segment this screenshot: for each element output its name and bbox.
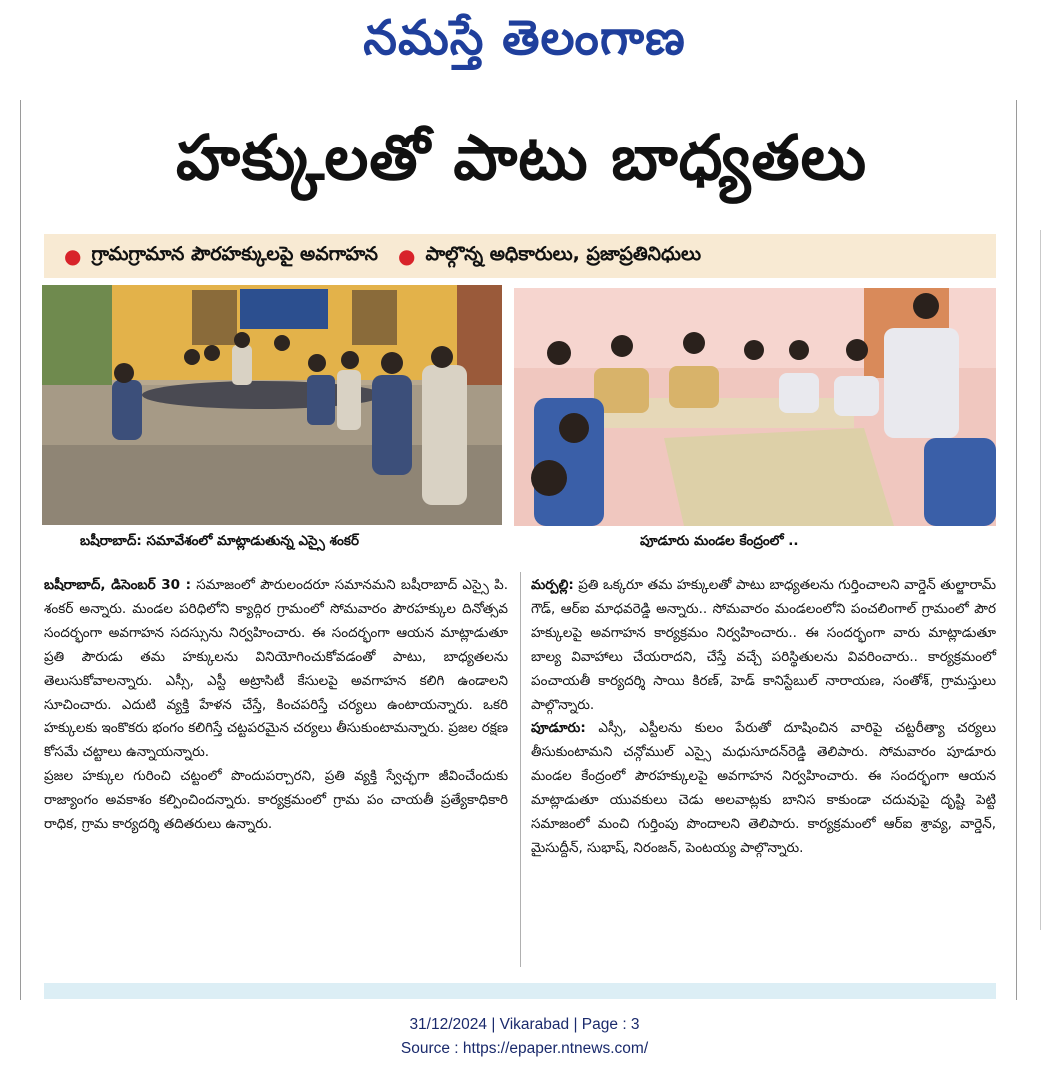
paragraph-text: ఎస్సీ, ఎస్టీలను కులం పేరుతో దూషించిన వారిపై చట్టరీత్యా చర్యలు తీసుకుంటామని చన్గోముల్ ఎస్సై మధుసూదన్‌రెడ్డి తెలిపారు. సోమవారం పూడూరు మండల కేంద్రంలో పౌరహక్కులపై అవగాహన నిర్వహించారు. ఈ సందర్భంగా ఆయన మాట్లాడుతూ యువకులు చెడు అలవాట్లకు బానిస కాకుండా చదువుపై దృష్టి పెట్టి సమాజంలో మంచి గుర్తింపు పొందాలని తెలిపారు. కార్యక్రమంలో ఆర్ఐ శ్రావ్య, వార్డెన్, మైసుద్దీన్, సుభాష్, నిరంజన్, పెంటయ్య పాల్గొన్నారు. [531,720,996,856]
bullet-icon: ● [64,244,82,268]
caption-right-photo: పూడూరు మండల కేంద్రంలో .. [640,533,799,549]
edition-info: 31/12/2024 | Vikarabad | Page : 3 [409,1016,640,1033]
left-border-rule [20,100,21,1000]
caption-left-photo: బషీరాబాద్: సమావేశంలో మాట్లాడుతున్న ఎస్సై శంకర్ [80,533,359,549]
bullet-icon: ● [398,244,416,268]
source-url[interactable]: Source : https://epaper.ntnews.com/ [400,1040,649,1057]
article-right-column [531,574,996,861]
paragraph-text: సమాజంలో పౌరులందరూ సమానమని బషీరాబాద్ ఎస్సై పి. శంకర్ అన్నారు. మండల పరిధిలోని క్యాద్గిర గ్రామంలో సోమవారం పౌరహక్కుల దినోత్సవ సందర్భంగా అవగాహన సదస్సును నిర్వహించారు. ఈ సందర్భంగా ఆయన మాట్లాడుతూ ప్రతి పౌరుడు తమ హక్కులను వినియోగించుకోవడంతో పాటు, బాధ్యతలను తెలుసుకోవాలన్నారు. ఎస్సీ, ఎస్టీ అట్రాసిటీ కేసులపై అవగాహన కలిగి ఉండాలని సూచించారు. ఎదుటి వ్యక్తి హేళన చేస్తే, కించపరిస్తే చర్యలు ఉంటాయన్నారు. ఒకరి హక్కులకు ఇంకొకరు భంగం కలిగిస్తే చట్టపరమైన చర్యలు తీసుకుంటామన్నారు. ప్రజల రక్షణ కోసమే చట్టాలు ఉన్నాయన్నారు. [44,577,508,761]
article-headline: హక్కులతో పాటు బాధ్యతలు [175,121,868,194]
paragraph-bashirabad [44,574,508,765]
subheading-band [44,234,996,278]
dateline-marpalli: మర్పల్లి: [531,577,574,593]
dateline-pudur: పూడూరు: [531,720,586,737]
next-article-band [44,983,996,999]
photo-bashirabad-meeting [42,285,502,525]
article-left-column [44,574,508,837]
right-edge-rule [1040,230,1041,930]
paragraph-pudur [531,717,996,860]
paragraph-rights: ప్రజల హక్కుల గురించి చట్టంలో పొందుపర్చారని, ప్రతి వ్యక్తి స్వేచ్ఛగా జీవించేందుకు రాజ్యాంగం అవకాశం కల్పించిందన్నారు. కార్యక్రమంలో గ్రామ పం చాయతీ ప్రత్యేకాధికారి రాధిక, గ్రామ కార్యదర్శి తదితరులు ఉన్నారు. [44,768,508,833]
photo-pudur-meeting [514,288,996,526]
column-divider [520,572,521,967]
paragraph-marpalli [531,574,996,717]
subheading-2: పాల్గొన్న అధికారులు, ప్రజాప్రతినిధులు [425,242,702,265]
paragraph-text: ప్రతి ఒక్కరూ తమ హక్కులతో పాటు బాధ్యతలను గుర్తించాలని వార్డెన్ తుల్జారామ్ గౌడ్, ఆర్ఐ మాధవరెడ్డి అన్నారు.. సోమవారం మండలంలోని పంచలింగాల్ గ్రామంలో పౌర హక్కులపై అవగాహన కార్యక్రమం నిర్వహించారు.. ఈ సందర్భంగా వారు మాట్లాడుతూ బాల్య వివాహాలు చేయరాదని, చేస్తే వచ్చే పరిస్థితులను వివరించారు.. కార్యక్రమంలో పంచాయతీ కార్యదర్శి సాయి కిరణ్, హెడ్ కానిస్టేబుల్ నారాయణ, సంతోశ్, గ్రామస్తులు పాల్గొన్నారు. [531,577,996,713]
dateline-bashirabad: బషీరాబాద్, డిసెంబర్ 30 : [44,577,191,593]
subheading-1: గ్రామగ్రామాన పౌరహక్కులపై అవగాహన [91,242,378,265]
right-border-rule [1016,100,1017,1000]
newspaper-masthead: నమస్తే తెలంగాణ [363,10,686,66]
